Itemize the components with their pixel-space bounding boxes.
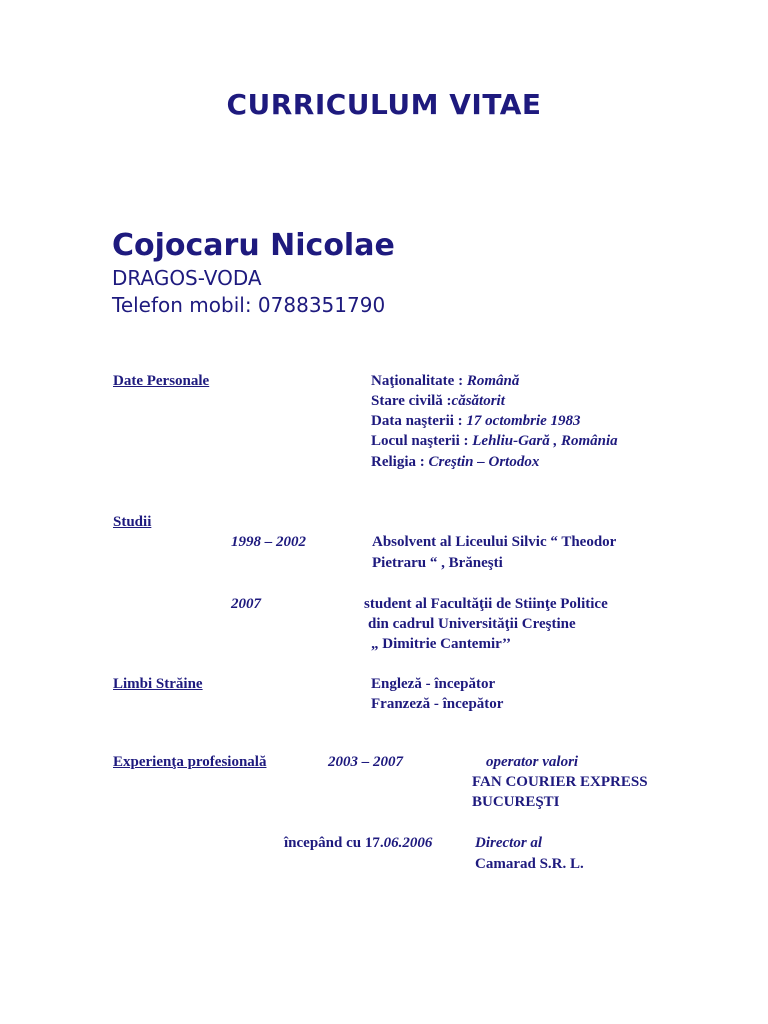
section-heading-languages: Limbi Străine [113, 676, 203, 692]
section-heading-studies: Studii [113, 514, 152, 530]
language-item: Franzeză - începător [371, 696, 504, 712]
study-line: student al Facultăţii de Stiinţe Politice [364, 596, 608, 612]
study-line: Pietraru “ , Brăneşti [372, 555, 503, 571]
study-line: „ Dimitrie Cantemir’’ [371, 636, 511, 652]
person-city: DRAGOS-VODA [112, 266, 262, 290]
person-name: Cojocaru Nicolae [112, 228, 395, 263]
page-title: CURRICULUM VITAE [226, 88, 542, 121]
study-period: 2007 [231, 596, 261, 612]
personal-row [371, 373, 519, 390]
experience-period-date: 06.2006 [383, 835, 433, 851]
experience-line: FAN COURIER EXPRESS [472, 774, 648, 790]
personal-value: căsătorit [451, 393, 505, 409]
personal-label: Stare civilă : [371, 393, 452, 409]
study-line: din cadrul Universităţii Creştine [368, 616, 576, 632]
personal-label: Locul naşterii : [371, 433, 473, 449]
personal-label: Data naşterii : [371, 413, 467, 429]
personal-value: Română [466, 373, 520, 389]
experience-period [284, 835, 432, 852]
study-line: Absolvent al Liceului Silvic “ Theodor [372, 534, 617, 550]
experience-period: 2003 – 2007 [328, 754, 403, 770]
person-phone: Telefon mobil: 0788351790 [112, 293, 386, 317]
personal-label: Naţionalitate : [371, 373, 467, 389]
section-heading-personal: Date Personale [113, 373, 210, 389]
experience-period-prefix: începând cu 17. [284, 835, 384, 851]
study-period: 1998 – 2002 [231, 534, 306, 550]
section-heading-experience: Experienţa profesională [113, 754, 267, 770]
personal-value: Creştin – Ortodox [428, 454, 540, 470]
personal-row [371, 454, 539, 471]
language-item: Engleză - începător [371, 676, 496, 692]
experience-role: Director al [475, 835, 543, 851]
personal-row [371, 393, 505, 410]
personal-row [371, 433, 618, 450]
experience-line: Camarad S.R. L. [475, 856, 584, 872]
personal-value: Lehliu-Gară , România [472, 433, 618, 449]
experience-line: BUCUREŞTI [472, 794, 560, 810]
experience-role: operator valori [486, 754, 579, 770]
personal-label: Religia : [371, 454, 429, 470]
personal-row [371, 413, 581, 430]
personal-value: 17 octombrie 1983 [466, 413, 581, 429]
